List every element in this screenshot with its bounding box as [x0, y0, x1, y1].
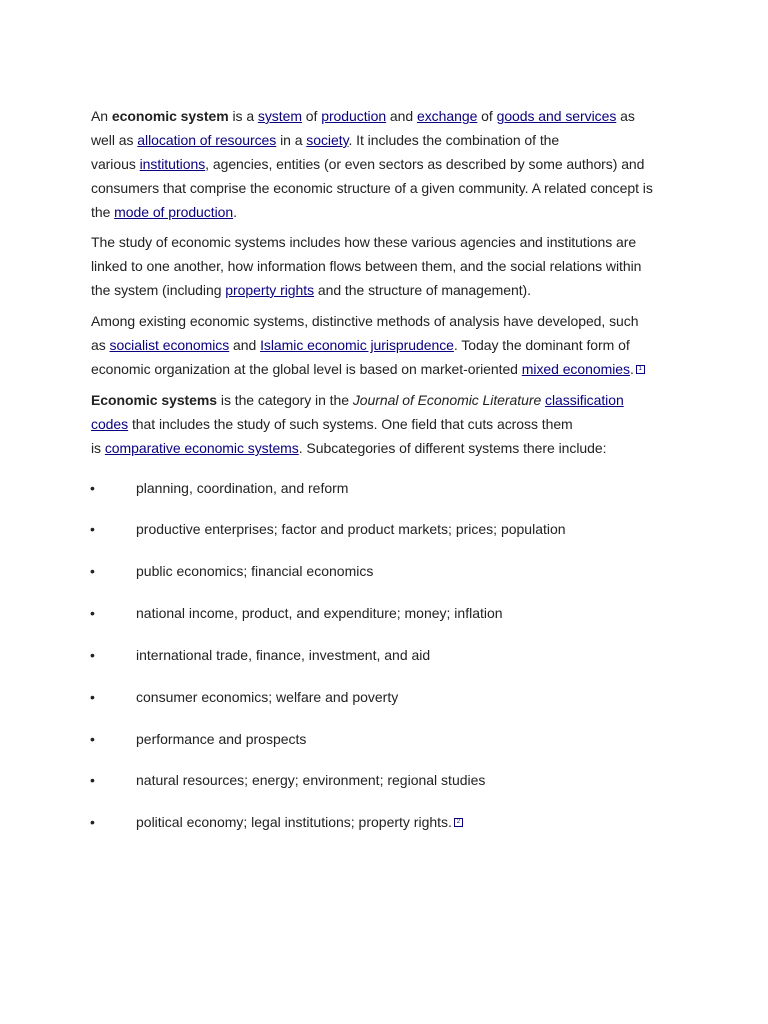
- bullet-icon: •: [90, 731, 95, 747]
- bullet-icon: •: [90, 480, 95, 496]
- term-economic-system: economic system: [111, 108, 229, 124]
- bullet-icon: •: [90, 689, 95, 705]
- list-item-text: productive enterprises; factor and product markets; prices; population: [136, 521, 566, 537]
- bullet-icon: •: [90, 814, 95, 830]
- text: . Today the dominant form of: [453, 337, 630, 353]
- link-production[interactable]: production: [321, 108, 387, 124]
- bullet-icon: •: [90, 521, 95, 537]
- text-line: [91, 357, 691, 381]
- link-mixed-economies[interactable]: mixed economies: [521, 361, 630, 377]
- text: and: [386, 108, 417, 124]
- list-item-text: planning, coordination, and reform: [136, 480, 349, 496]
- text: of: [477, 108, 497, 124]
- text: , agencies, entities (or even sectors as described by some authors) and: [205, 156, 645, 172]
- intro-paragraph: [91, 104, 691, 224]
- text: and the structure of management).: [314, 282, 532, 298]
- text-line: [91, 333, 691, 357]
- link-exchange[interactable]: exchange: [416, 108, 478, 124]
- list-item: [0, 812, 700, 832]
- citation-ref-icon[interactable]: 2: [454, 818, 463, 827]
- text: as: [616, 108, 635, 124]
- text-line: Among existing economic systems, distinctive methods of analysis have developed, such: [91, 313, 639, 329]
- link-society[interactable]: society: [306, 132, 349, 148]
- text-line: consumers that comprise the economic structure of a given community. A related concept is: [91, 180, 653, 196]
- link-socialist-economics[interactable]: socialist economics: [109, 337, 230, 353]
- text: the system (including: [91, 282, 226, 298]
- text: various: [91, 156, 140, 172]
- list-item-text: [136, 812, 463, 832]
- text-line: [91, 388, 691, 412]
- list-item: [0, 561, 700, 581]
- list-item: [0, 687, 700, 707]
- link-allocation-of-resources[interactable]: allocation of resources: [137, 132, 277, 148]
- text: as: [91, 337, 110, 353]
- link-system[interactable]: system: [257, 108, 302, 124]
- list-item-text: natural resources; energy; environment; regional studies: [136, 772, 486, 788]
- text: economic organization at the global level is based on market-oriented: [91, 361, 522, 377]
- text: . Subcategories of different systems there include:: [298, 440, 607, 456]
- text: is the category in the: [217, 392, 353, 408]
- text: An: [91, 108, 112, 124]
- journal-title: Journal of Economic Literature: [352, 392, 542, 408]
- text-line: The study of economic systems includes how these various agencies and institutions are: [91, 234, 637, 250]
- bullet-icon: •: [90, 772, 95, 788]
- text-line: [91, 104, 691, 128]
- bullet-icon: •: [90, 647, 95, 663]
- text: and: [229, 337, 261, 353]
- list-item: [0, 770, 700, 790]
- list-item-text: performance and prospects: [136, 731, 307, 747]
- link-property-rights[interactable]: property rights: [225, 282, 315, 298]
- text-line: [91, 200, 691, 224]
- list-item: [0, 478, 700, 498]
- text: .: [629, 361, 634, 377]
- text-line: [91, 436, 691, 460]
- text: in a: [276, 132, 307, 148]
- list-item: [0, 603, 700, 623]
- text: the: [91, 204, 115, 220]
- list-item: [0, 519, 700, 539]
- bullet-icon: •: [90, 563, 95, 579]
- link-comparative-economic-systems[interactable]: comparative economic systems: [104, 440, 299, 456]
- text: that includes the study of such systems. One field that cuts across them: [128, 416, 573, 432]
- link-mode-of-production[interactable]: mode of production: [114, 204, 234, 220]
- study-paragraph: [91, 230, 691, 302]
- link-institutions[interactable]: institutions: [139, 156, 206, 172]
- list-item-text: public economics; financial economics: [136, 563, 374, 579]
- text: well as: [91, 132, 138, 148]
- list-item-text: consumer economics; welfare and poverty: [136, 689, 399, 705]
- text-line: [91, 152, 691, 176]
- list-item: [0, 645, 700, 665]
- list-item-text: national income, product, and expenditure; money; inflation: [136, 605, 503, 621]
- methods-paragraph: [91, 309, 691, 381]
- list-item-text: international trade, finance, investment, and aid: [136, 647, 431, 663]
- text-line: linked to one another, how information flows between them, and the social relations within: [91, 258, 642, 274]
- list-item: [0, 729, 700, 749]
- list-item-label: political economy; legal institutions; property rights.: [136, 814, 452, 830]
- text: is: [91, 440, 105, 456]
- bullet-icon: •: [90, 605, 95, 621]
- link-islamic-economic-jurisprudence[interactable]: Islamic economic jurisprudence: [260, 337, 454, 353]
- link-classification-codes[interactable]: classification: [545, 392, 624, 408]
- text: .: [233, 204, 237, 220]
- text-line: [91, 278, 691, 302]
- link-goods-and-services[interactable]: goods and services: [496, 108, 617, 124]
- text: is a: [228, 108, 258, 124]
- text: of: [301, 108, 322, 124]
- text-line: [91, 412, 691, 436]
- text: . It includes the combination of the: [348, 132, 560, 148]
- link-classification-codes[interactable]: codes: [91, 416, 129, 432]
- term-economic-systems: Economic systems: [91, 392, 218, 408]
- jel-paragraph: [91, 388, 691, 460]
- citation-ref-icon[interactable]: 1: [636, 365, 645, 374]
- text-line: [91, 128, 691, 152]
